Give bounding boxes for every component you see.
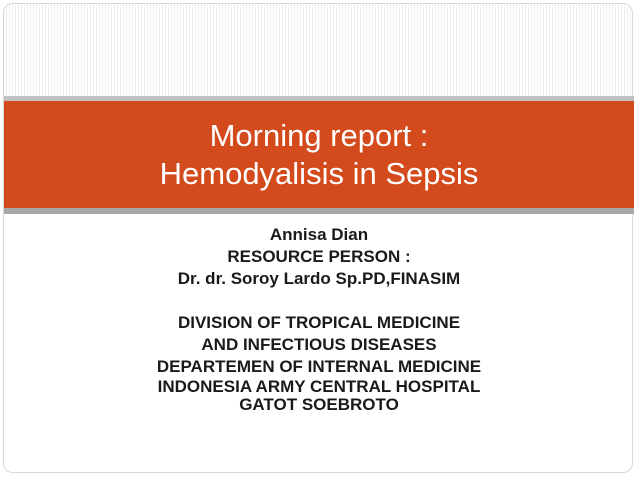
slide-title-line-1: Morning report : xyxy=(209,117,429,153)
resource-person-name: Dr. dr. Soroy Lardo Sp.PD,FINASIM xyxy=(177,269,461,288)
institution-line-2: AND INFECTIOUS DISEASES xyxy=(201,335,437,354)
institution-line-5: GATOT SOEBROTO xyxy=(239,395,399,414)
title-band-bottom-rule xyxy=(4,208,634,214)
institution-line-1: DIVISION OF TROPICAL MEDICINE xyxy=(177,313,461,332)
slide-title xyxy=(160,117,479,193)
slide-title-line-2: Hemodyalisis in Sepsis xyxy=(159,155,479,191)
spacer xyxy=(0,290,638,312)
resource-person-label: RESOURCE PERSON : xyxy=(227,247,411,266)
institution-line-4: INDONESIA ARMY CENTRAL HOSPITAL xyxy=(157,377,481,396)
title-band xyxy=(4,101,634,208)
presenter-name: Annisa Dian xyxy=(269,225,369,244)
institution-line-3: DEPARTEMEN OF INTERNAL MEDICINE xyxy=(156,357,482,376)
striped-header-background xyxy=(4,4,632,100)
slide-body xyxy=(0,224,638,414)
